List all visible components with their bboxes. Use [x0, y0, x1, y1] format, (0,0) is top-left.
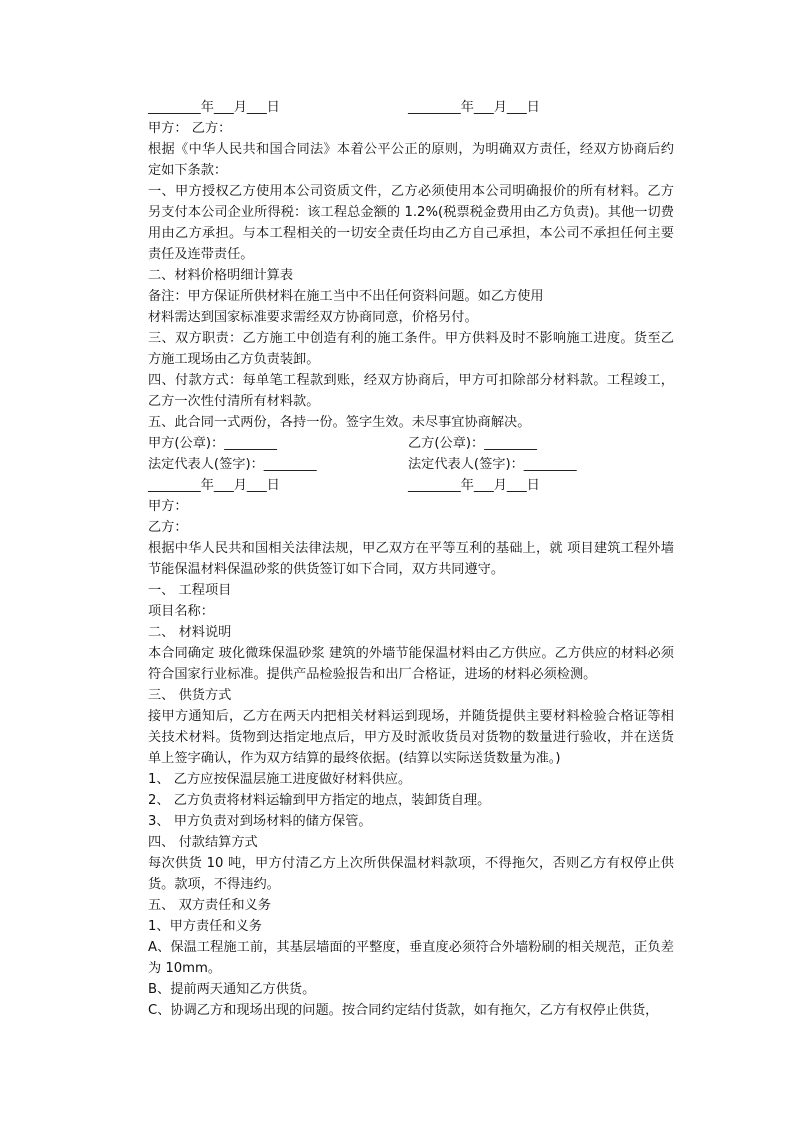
remark-line: 备注：甲方保证所供材料在施工当中不出任何资料问题。如乙方使用	[148, 289, 544, 304]
seal-line	[148, 433, 674, 454]
party-b-seal: 乙方(公章)：________	[408, 436, 537, 451]
project-name-line: 项目名称：	[148, 604, 214, 619]
date-line	[148, 97, 674, 118]
remark-line-2: 材料需达到国家标准要求需经双方协商同意，价格另付。	[148, 310, 478, 325]
supply-item-3: 3、 甲方负责对到场材料的储方保管。	[148, 814, 372, 829]
party-a-representative: 法定代表人(签字)：________	[148, 457, 317, 472]
document-body	[148, 97, 674, 1021]
contract-2-preamble: 根据中华人民共和国相关法律法规，甲乙双方在平等互利的基础上，就 项目建筑工程外墙节能保温材料保温砂浆的供货签订如下合同，双方共同遵守。	[148, 541, 674, 577]
date-left-2: ________年___月___日	[148, 478, 280, 493]
party-b-line: 乙方：	[148, 520, 188, 535]
duty-c-line: C、协调乙方和现场出现的问题。按合同约定结付货款，如有拖欠，乙方有权停止供货，	[148, 1003, 659, 1018]
date-left: ________年___月___日	[148, 100, 280, 115]
parties-line: 甲方： 乙方：	[148, 121, 232, 136]
clause-2-heading: 二、材料价格明细计算表	[148, 268, 294, 283]
section-1-heading: 一、 工程项目	[148, 583, 232, 598]
clause-3-paragraph: 三、双方职责：乙方施工中创造有利的施工条件。甲方供料及时不影响施工进度。货至乙方施工现场由乙方负责装卸。	[148, 331, 674, 367]
party-b-representative: 法定代表人(签字)：________	[408, 457, 577, 472]
supply-item-1: 1、 乙方应按保温层施工进度做好材料供应。	[148, 772, 412, 787]
date-right-2: ________年___月___日	[408, 478, 540, 493]
preamble-paragraph: 根据《中华人民共和国合同法》本着公平公正的原则，为明确双方责任，经双方协商后约定如下条款：	[148, 142, 674, 178]
supply-item-2: 2、 乙方负责将材料运输到甲方指定的地点，装卸货自理。	[148, 793, 491, 808]
representative-line	[148, 454, 674, 475]
section-2-heading: 二、 材料说明	[148, 625, 232, 640]
material-paragraph: 本合同确定 玻化微珠保温砂浆 建筑的外墙节能保温材料由乙方供应。乙方供应的材料必须符合国家行业标准。提供产品检验报告和出厂合格证，进场的材料必须检测。	[148, 646, 674, 682]
clause-5-line: 五、此合同一式两份，各持一份。签字生效。未尽事宜协商解决。	[148, 415, 531, 430]
party-a-line: 甲方：	[148, 499, 188, 514]
payment-paragraph: 每次供货 10 吨，甲方付清乙方上次所供保温材料款项，不得拖欠，否则乙方有权停止供货。款项，不得违约。	[148, 856, 674, 892]
section-3-heading: 三、 供货方式	[148, 688, 232, 703]
duty-a-paragraph: A、保温工程施工前，其基层墙面的平整度，垂直度必须符合外墙粉刷的相关规范，正负差为 10mm。	[148, 940, 674, 976]
party-a-duties-heading: 1、甲方责任和义务	[148, 919, 262, 934]
clause-1-paragraph: 一、甲方授权乙方使用本公司资质文件，乙方必须使用本公司明确报价的所有材料。乙方另支付本公司企业所得税：该工程总金额的 1.2%(税票税金费用由乙方负责)。其他一切费用由乙方承担。与本工程相关的一切安全责任均由乙方自己承担，本公司不承担任何主要责任及连带责任。	[148, 184, 674, 262]
clause-4-paragraph: 四、付款方式：每单笔工程款到账，经双方协商后，甲方可扣除部分材料款。工程竣工，乙方一次性付清所有材料款。	[148, 373, 674, 409]
party-a-seal: 甲方(公章)：________	[148, 436, 277, 451]
date-right: ________年___月___日	[408, 100, 540, 115]
duty-b-line: B、提前两天通知乙方供货。	[148, 982, 316, 997]
section-5-heading: 五、 双方责任和义务	[148, 898, 271, 913]
supply-paragraph: 接甲方通知后，乙方在两天内把相关材料运到现场，并随货提供主要材料检验合格证等相关技术材料。货物到达指定地点后，甲方及时派收货员对货物的数量进行验收，并在送货单上签字确认，作为双方结算的最终依据。(结算以实际送货数量为准。)	[148, 709, 674, 766]
date-line-2	[148, 475, 674, 496]
section-4-heading: 四、 付款结算方式	[148, 835, 258, 850]
